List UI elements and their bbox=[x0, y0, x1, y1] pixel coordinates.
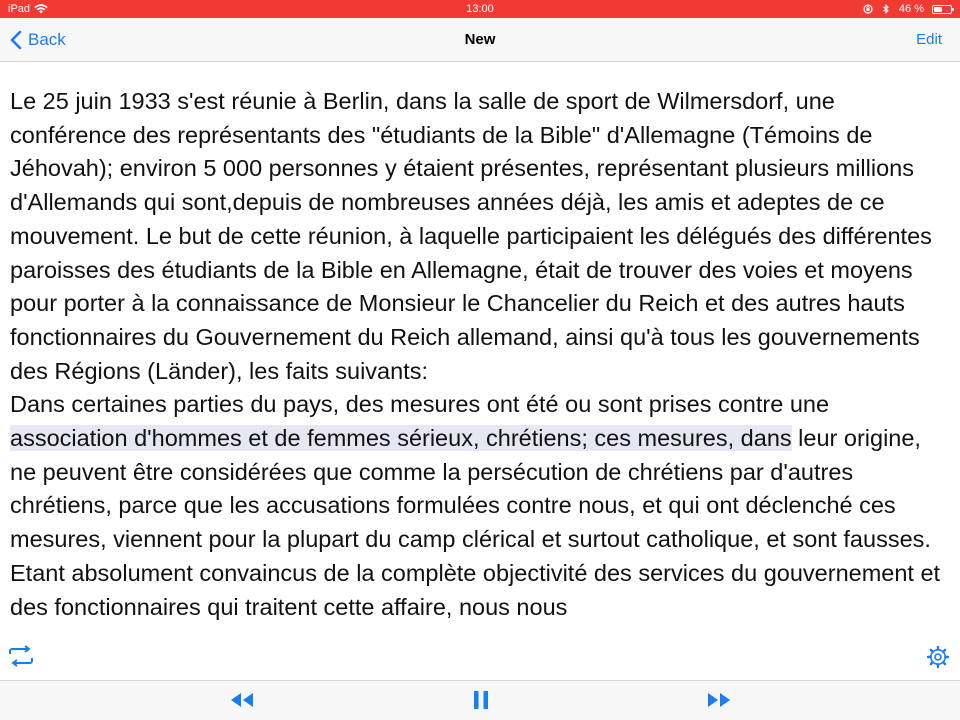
gear-icon[interactable] bbox=[926, 645, 950, 669]
paragraph-text: leur origine, ne peuvent être considérées que comme la persécution de chrétiens par d'autres chrétiens, parce que les accusations formulées contre nous, et qui ont déclenché ces mesures, viennent pour la plupart du camp clérical et surtout catholique, et sont fausses. bbox=[10, 425, 931, 553]
status-bar bbox=[0, 0, 960, 18]
bluetooth-icon bbox=[881, 4, 891, 14]
status-time: 13:00 bbox=[466, 3, 494, 15]
reader-text-area[interactable] bbox=[0, 62, 960, 680]
rewind-icon[interactable] bbox=[229, 690, 255, 710]
lock-rotation-icon bbox=[863, 4, 873, 14]
paragraph: Le 25 juin 1933 s'est réunie à Berlin, dans la salle de sport de Wilmersdorf, une conférence des représentants des "étudiants de la Bible" d'Allemagne (Témoins de Jéhovah); environ 5 000 personnes y étaient présentes, représentant plusieurs millions d'Allemands qui sont,depuis de nombreuses années déjà, les amis et adeptes de ce mouvement. Le but de cette réunion, à laquelle participaient les délégués des différentes paroisses des étudiants de la Bible en Allemagne, était de trouver des voies et moyens pour porter à la connaissance de Monsieur le Chancelier du Reich et des autres hauts fonctionnaires du Gouvernement du Reich allemand, ainsi qu'à tous les gouvernements des Régions (Länder), les faits suivants: bbox=[10, 88, 932, 384]
repeat-icon[interactable] bbox=[6, 645, 36, 667]
navigation-bar bbox=[0, 18, 960, 62]
playback-toolbar bbox=[0, 680, 960, 720]
paragraph-text: Dans certaines parties du pays, des mesures ont été ou sont prises contre une bbox=[10, 391, 830, 418]
paragraph bbox=[0, 388, 960, 557]
edit-button[interactable]: Edit bbox=[916, 31, 942, 48]
highlighted-text: association d'hommes et de femmes sérieux, chrétiens; ces mesures, dans bbox=[10, 425, 792, 452]
battery-percentage: 46 % bbox=[898, 3, 924, 15]
battery-icon bbox=[932, 5, 952, 14]
paragraph: Etant absolument convaincus de la complète objectivité des services du gouvernement et des fonctionnaires qui traitent cette affaire, nous nous bbox=[10, 559, 941, 620]
status-right-group bbox=[863, 0, 952, 18]
fast-forward-icon[interactable] bbox=[706, 690, 732, 710]
back-label: Back bbox=[28, 30, 66, 49]
page-title: New bbox=[464, 31, 496, 48]
device-name: iPad bbox=[8, 3, 31, 15]
pause-icon[interactable] bbox=[472, 690, 490, 710]
